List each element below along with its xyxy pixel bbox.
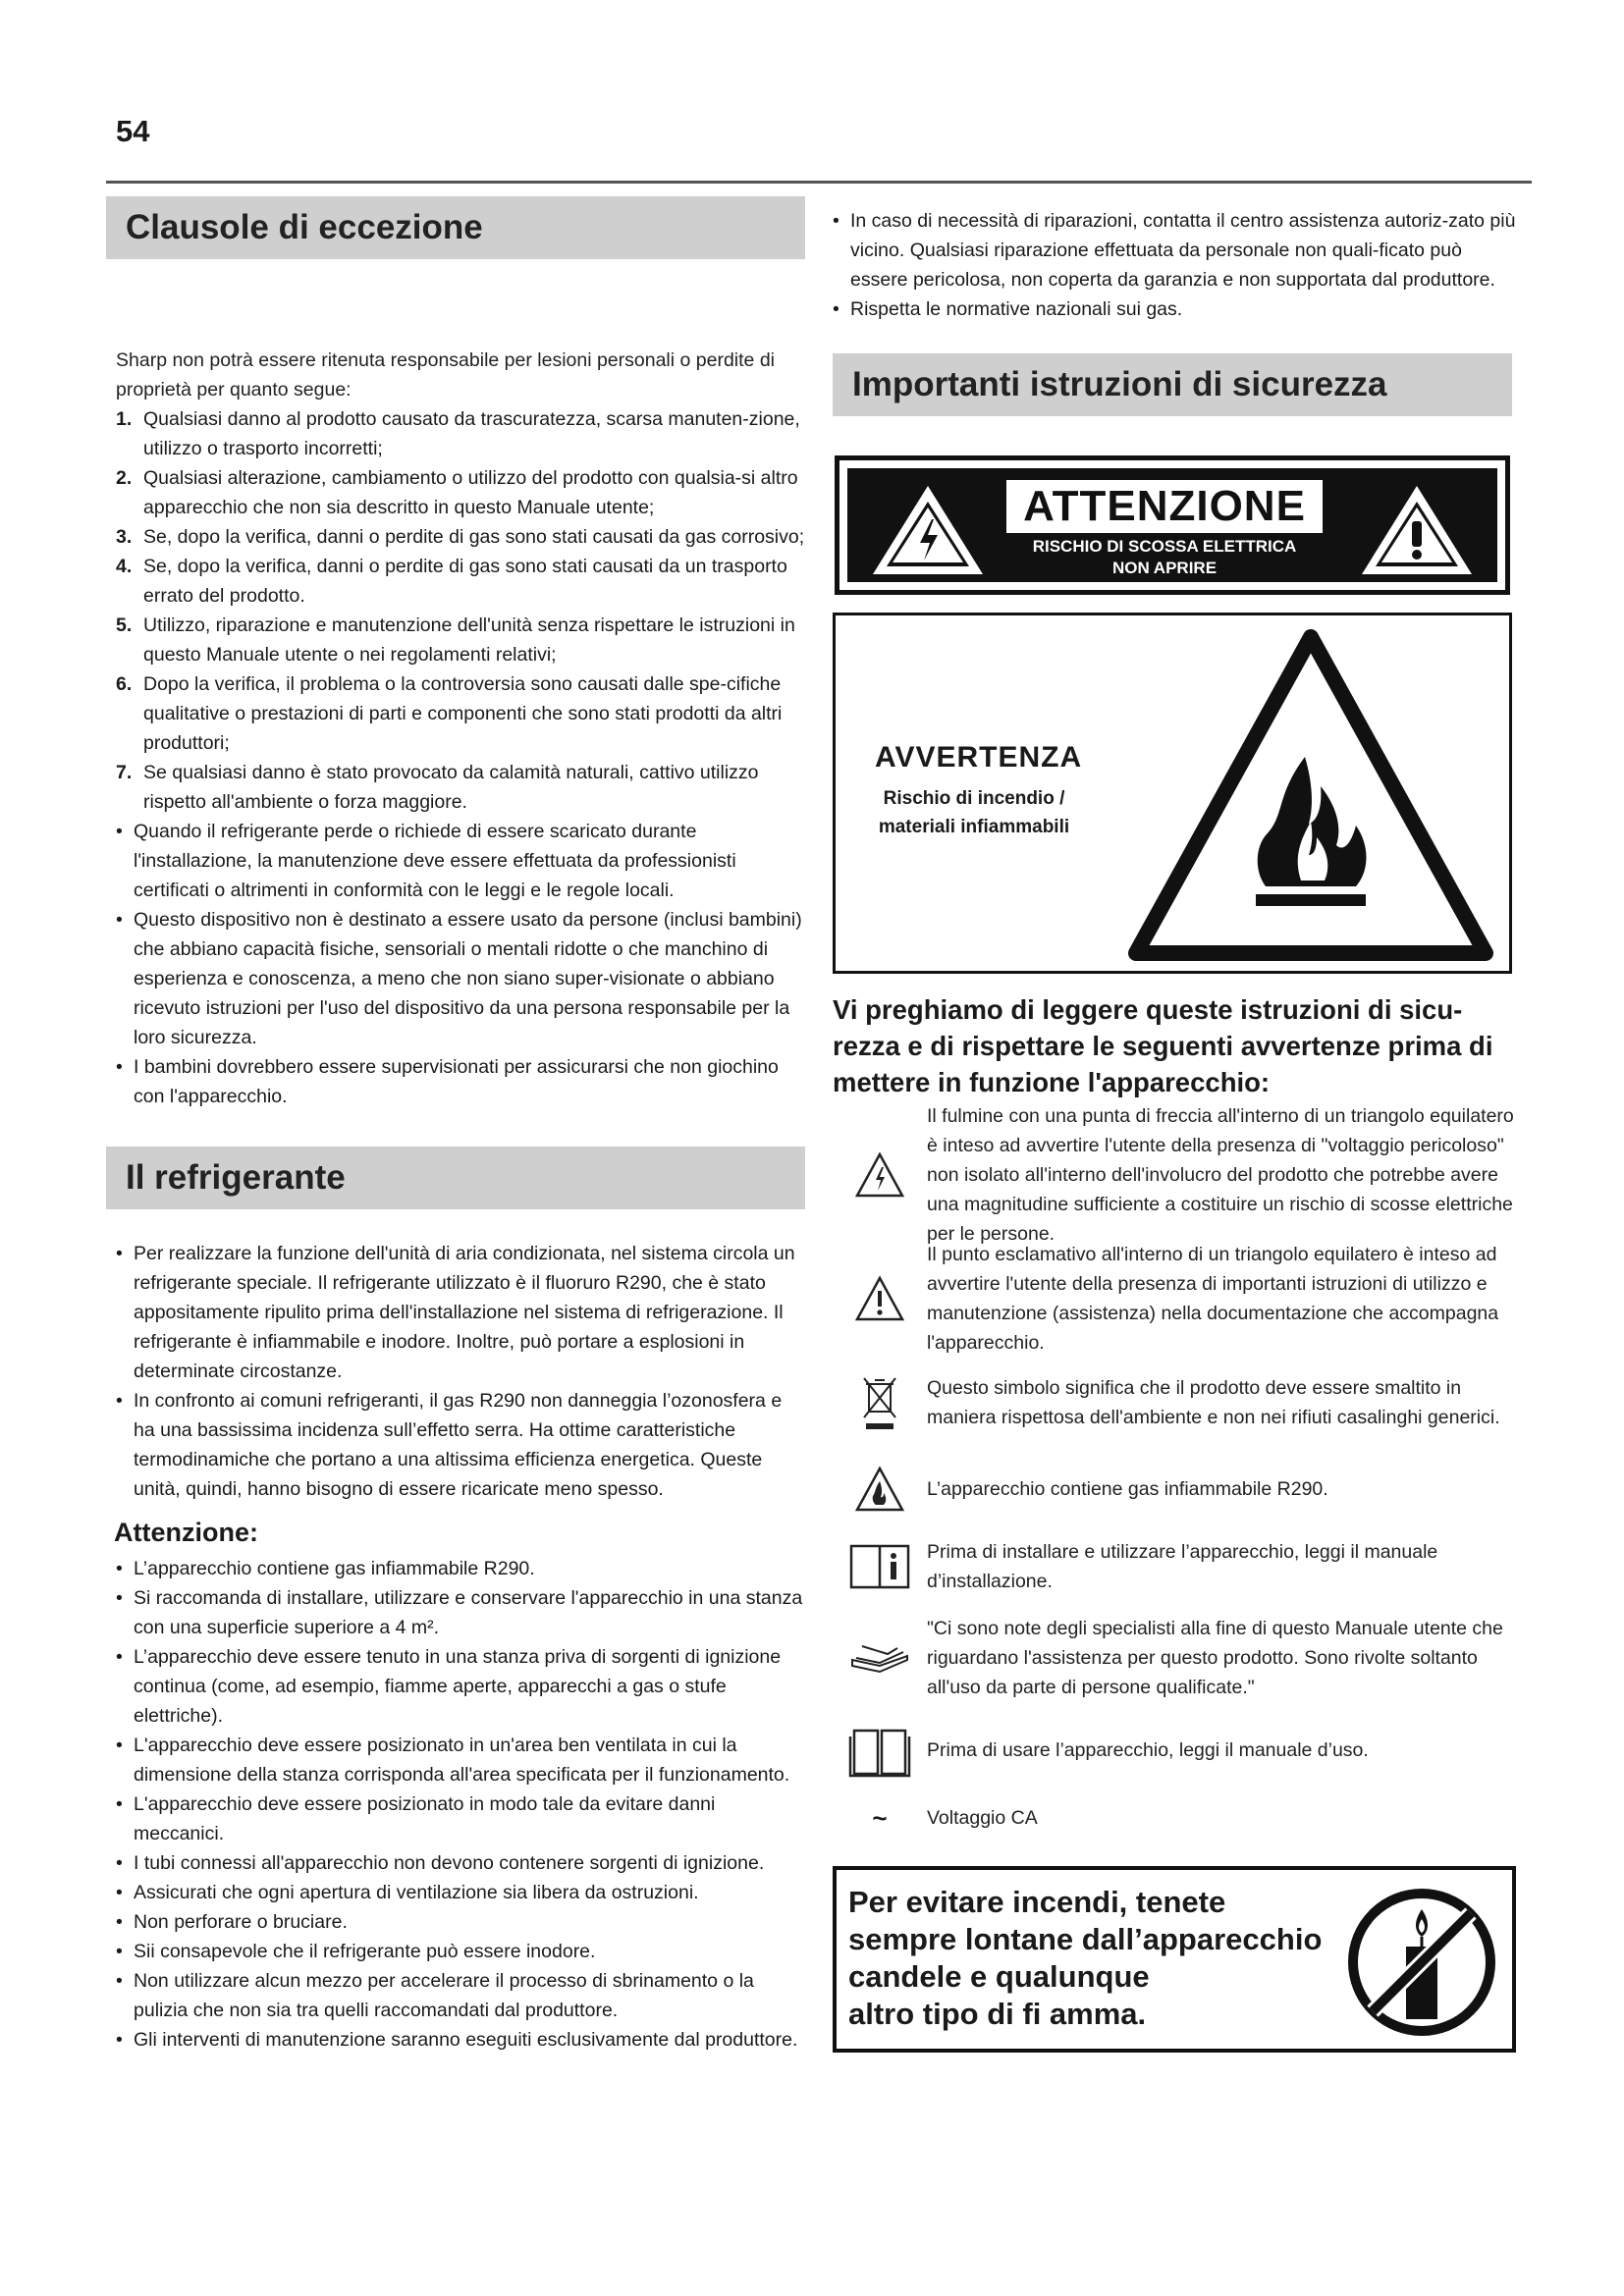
list-item: 4. Se, dopo la verifica, danni o perdite di gas sono stati causati da un trasporto errato del prodotto.	[116, 556, 787, 607]
refrigerant-header: Il refrigerante	[106, 1147, 805, 1209]
exclusions-intro: Sharp non potrà essere ritenuta responsabile per lesioni personali o perdite di proprietà per quanto segue:	[116, 349, 775, 400]
symbol-legend	[833, 1105, 1520, 1844]
refrigerant-bullets	[106, 1239, 805, 1504]
list-item: • L'apparecchio deve essere posizionato in modo tale da evitare danni meccanici.	[116, 1789, 805, 1848]
flammable-triangle-icon	[1128, 629, 1493, 963]
symbol-row	[833, 1709, 1520, 1791]
caution-line-2: NON APRIRE	[1111, 559, 1218, 577]
repair-bullets	[833, 206, 1520, 324]
warning-subtitle: Rischio di incendio / materiali infiammabili	[878, 788, 1070, 837]
ac-tilde-icon: ~	[872, 1802, 888, 1833]
list-item: 5. Utilizzo, riparazione e manutenzione dell'unità senza rispettare le istruzioni in questo Manuale utente o nei regolamenti relativi;	[116, 614, 795, 666]
safety-header: Importanti istruzioni di sicurezza	[833, 353, 1512, 416]
list-item: • I tubi connessi all'apparecchio non devono contenere sorgenti di ignizione.	[116, 1848, 805, 1878]
exclamation-triangle-icon	[1358, 482, 1476, 578]
caution-title: ATTENZIONE	[1006, 480, 1323, 533]
symbol-text: Prima di installare e utilizzare l’apparecchio, leggi il manuale d’installazione.	[927, 1541, 1438, 1592]
service-manual-icon	[848, 1638, 911, 1678]
list-item: • Questo dispositivo non è destinato a essere usato da persone (inclusi bambini) che abbiano capacità fisiche, sensoriali o mentali ridotte o che manchino di esperienza e conoscenza, a meno che non siano super-visionate o abbiano ricevuto istruzioni per l'uso del dispositivo da una persona responsabile per la loro sicurezza.	[116, 905, 805, 1052]
symbol-row	[833, 1528, 1520, 1605]
list-item: • Quando il refrigerante perde o richiede di essere scaricato durante l'installazione, la manutenzione deve essere effettuata da professionisti certificati o altrimenti in conformità con le leggi e le regole locali.	[116, 817, 805, 905]
exclamation-triangle-icon	[854, 1275, 905, 1322]
weee-bin-icon	[860, 1374, 899, 1431]
symbol-text: "Ci sono note degli specialisti alla fine di questo Manuale utente che riguardano l'assistenza per questo prodotto. Sono rivolte soltanto all'uso da parte di persone qualificate."	[927, 1618, 1503, 1698]
attention-bullets	[106, 1554, 805, 2055]
candle-warning	[833, 1866, 1516, 2053]
list-item: • Non perforare o bruciare.	[116, 1907, 805, 1937]
symbol-row	[833, 1240, 1520, 1358]
page-number: 54	[116, 114, 150, 148]
list-item: • Gli interventi di manutenzione saranno eseguiti esclusivamente dal produttore.	[116, 2025, 805, 2055]
list-item: • I bambini dovrebbero essere supervisionati per assicurarsi che non giochino con l'apparecchio.	[116, 1052, 805, 1111]
exclusions-bullets	[106, 817, 805, 1111]
manual-info-icon	[848, 1542, 911, 1591]
caution-line-1: RISCHIO DI SCOSSA ELETTRICA	[1032, 537, 1297, 556]
caution-label	[835, 455, 1510, 595]
candle-warning-text: Per evitare incendi, tenete sempre lontane dall’apparecchio candele e qualunque altro tipo di fi amma.	[848, 1885, 1323, 2031]
symbol-row	[833, 1791, 1520, 1844]
symbol-text: Voltaggio CA	[927, 1807, 1038, 1829]
left-column	[106, 196, 805, 2055]
list-item: • In confronto ai comuni refrigeranti, il gas R290 non danneggia l’ozonosfera e ha una bassissima incidenza sull’effetto serra. Ha ottime caratteristiche termodinamiche che portano a una altissima efficienza energetica. Queste unità, quindi, hanno bisogno di essere ricaricate meno spesso.	[116, 1386, 805, 1504]
safety-intro: Vi preghiamo di leggere queste istruzioni di sicu-rezza e di rispettare le seguenti avvertenze prima di mettere in funzione l'apparecchio:	[833, 994, 1493, 1097]
list-item: • Sii consapevole che il refrigerante può essere inodore.	[116, 1937, 805, 1966]
symbol-text: Il fulmine con una punta di freccia all'interno di un triangolo equilatero è inteso ad avvertire l'utente della presenza di "voltaggio pericoloso" non isolato all'interno dell'involucro del prodotto che potrebbe avere una magnitudine sufficiente a costituire un rischio di scosse elettriche per le persone.	[927, 1105, 1514, 1245]
list-item: 3. Se, dopo la verifica, danni o perdite di gas sono stati causati da gas corrosivo;	[116, 526, 805, 548]
list-item: • In caso di necessità di riparazioni, contatta il centro assistenza autoriz-zato più vicino. Qualsiasi riparazione effettuata da personale non quali-ficato può essere pericolosa, non coperta da garanzia e non supportata dal produttore.	[833, 206, 1520, 294]
list-item: • Assicurati che ogni apertura di ventilazione sia libera da ostruzioni.	[116, 1878, 805, 1907]
list-item: • Non utilizzare alcun mezzo per accelerare il processo di sbrinamento o la pulizia che non sia tra quelli raccomandati dal produttore.	[116, 1966, 805, 2025]
open-book-icon	[848, 1723, 911, 1778]
exclusions-list	[106, 404, 805, 817]
symbol-text: Prima di usare l’apparecchio, leggi il manuale d’uso.	[927, 1739, 1369, 1761]
symbol-row	[833, 1611, 1520, 1705]
exclusions-header: Clausole di eccezione	[106, 196, 805, 259]
list-item: 2. Qualsiasi alterazione, cambiamento o utilizzo del prodotto con qualsia-si altro apparecchio che non sia descritto in questo Manuale utente;	[116, 467, 798, 518]
list-item: • L’apparecchio deve essere tenuto in una stanza priva di sorgenti di ignizione continua (come, ad esempio, fiamme aperte, apparecchi a gas o stufe elettriche).	[116, 1642, 805, 1731]
symbol-text: L’apparecchio contiene gas infiammabile R290.	[927, 1478, 1328, 1500]
list-item: 7. Se qualsiasi danno è stato provocato da calamità naturali, cattivo utilizzo rispetto all'ambiente o forza maggiore.	[116, 762, 759, 813]
symbol-row	[833, 1454, 1520, 1524]
list-item: • L'apparecchio deve essere posizionato in un'area ben ventilata in cui la dimensione della stanza corrisponda all'area specificata per il funzionamento.	[116, 1731, 805, 1789]
lightning-triangle-icon	[869, 482, 987, 578]
symbol-row	[833, 1358, 1520, 1448]
warning-title: AVVERTENZA	[875, 741, 1083, 774]
flammable-triangle-icon	[854, 1466, 905, 1513]
no-candle-icon	[1345, 1886, 1498, 2039]
list-item: • L’apparecchio contiene gas infiammabile R290.	[116, 1554, 805, 1583]
list-item: • Rispetta le normative nazionali sui gas.	[833, 294, 1520, 324]
list-item: 6. Dopo la verifica, il problema o la controversia sono causati dalle spe-cifiche qualitative o prestazioni di parti e componenti che sono stati prodotti da altri produttori;	[116, 673, 783, 754]
list-item: • Si raccomanda di installare, utilizzare e conservare l'apparecchio in una stanza con una superficie superiore a 4 m².	[116, 1583, 805, 1642]
list-item: • Per realizzare la funzione dell'unità di aria condizionata, nel sistema circola un refrigerante speciale. Il refrigerante utilizzato è il fluoruro R290, che è stato appositamente ripulito prima dell'installazione nel sistema di refrigerazione. Il refrigerante è infiammabile e inodore. Inoltre, può portare a esplosioni in determinate circostanze.	[116, 1239, 805, 1386]
flammable-warning-label	[833, 613, 1512, 974]
list-item: 1. Qualsiasi danno al prodotto causato da trascuratezza, scarsa manuten-zione, utilizzo o trasporto incorretti;	[116, 408, 800, 459]
lightning-triangle-icon	[854, 1151, 905, 1199]
symbol-row	[833, 1105, 1520, 1245]
attention-title: Attenzione:	[114, 1518, 258, 1547]
symbol-text: Questo simbolo significa che il prodotto deve essere smaltito in maniera rispettosa dell'ambiente e non nei rifiuti casalinghi generici.	[927, 1377, 1500, 1428]
right-column	[833, 206, 1520, 2053]
top-divider	[106, 181, 1532, 184]
symbol-text: Il punto esclamativo all'interno di un triangolo equilatero è inteso ad avvertire l'utente della presenza di importanti istruzioni di utilizzo e manutenzione (assistenza) nella documentazione che accompagna l'apparecchio.	[927, 1244, 1499, 1354]
